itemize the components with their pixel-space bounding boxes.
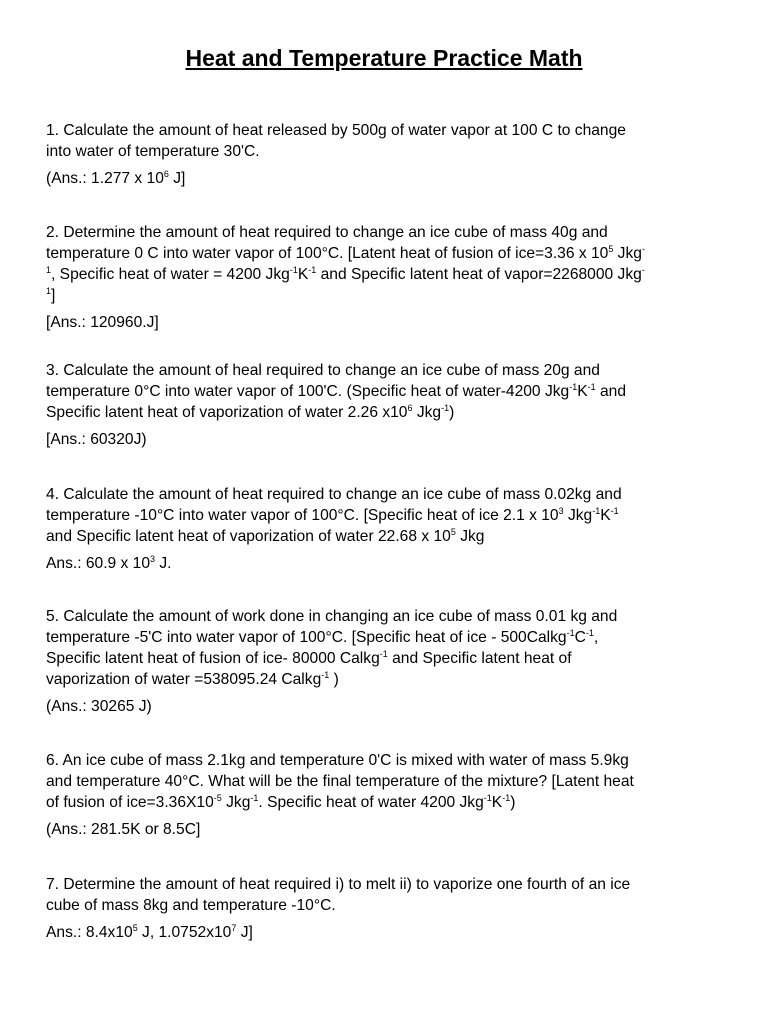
problem-5-question: 5. Calculate the amount of work done in changing an ice cube of mass 0.01 kg and temperature -5'C into water vapor of 100°C. [Specific heat of ice - $500Calkg^{-1}C^{-1}$, Specific latent heat of fusion of ice- 80000 Calkg$^{-1}$ and Specific latent heat of vaporization of water =538095.24 Calkg$^{-1}$ ) [46,608,618,688]
problem-7-question: 7. Determine the amount of heat required i) to melt ii) to vaporize one fourth of an ice cube of mass 8kg and temperature -10°C. [46,876,631,914]
problem-3-question: 3. Calculate the amount of heal required to change an ice cube of mass 20g and temperature 0°C into water vapor of 100'C. (Specific heat of water-4200 $Jkg^{-1}K^{-1}$ and Specific latent heat of vaporization of water 2.26 $x10^6$ Jkg$^{-1}$) [46,362,627,421]
page-title: Heat and Temperature Practice Math [185,45,583,71]
problem-7-answer: Ans.: $8.4x10^5$ J, $1.0752x10^7$ J] [46,923,253,941]
problem-5 [46,606,726,717]
problem-1-answer: (Ans.: 1.277 x $10^6$ J] [46,169,186,187]
problem-3-answer: [Ans.: 60320J) [46,431,147,448]
problem-6-answer: (Ans.: 281.5K or 8.5C] [46,821,201,838]
problem-3 [46,360,726,450]
problem-1 [46,120,726,189]
problem-1-question: 1. Calculate the amount of heat released by 500g of water vapor at 100 C to change into water of temperature 30'C. [46,122,626,160]
problem-2-answer: [Ans.: 120960.J] [46,314,159,331]
problem-4-question: 4. Calculate the amount of heat required to change an ice cube of mass 0.02kg and temperature -10°C into water vapor of 100°C. [Specific heat of ice 2.1 x $10^3$ $Jkg^{-1}K^{-1}$ and Specific latent heat of vaporization of water 22.68 x $10^5$ Jkg [46,486,622,545]
problem-6-question: 6. An ice cube of mass 2.1kg and temperature 0'C is mixed with water of mass 5.9kg and temperature 40°C. What will be the final temperature of the mixture? [Latent heat of fusion of $ice=3.36X10^{-5}$ Jkg$^{-1}$. Specific heat of water 4200 $Jkg^{-1}K^{-1}$) [46,752,634,811]
problem-5-answer: (Ans.: 30265 J) [46,698,152,715]
problem-4 [46,484,726,574]
problem-6 [46,750,726,840]
problem-2 [46,222,726,333]
problem-2-question: 2. Determine the amount of heat required to change an ice cube of mass 40g and temperature 0 C into water vapor of 100°C. [Latent heat of fusion of ice=3.36 x $10^5$ Jkg- $^1$, Specific heat of water = 4200 $Jkg^{-1}K^{-1}$ and Specific latent heat of vapor=2268000 Jkg- $^1$] [46,224,645,304]
problem-7 [46,874,726,943]
problem-4-answer: Ans.: 60.9 x $10^3$ J. [46,554,172,572]
